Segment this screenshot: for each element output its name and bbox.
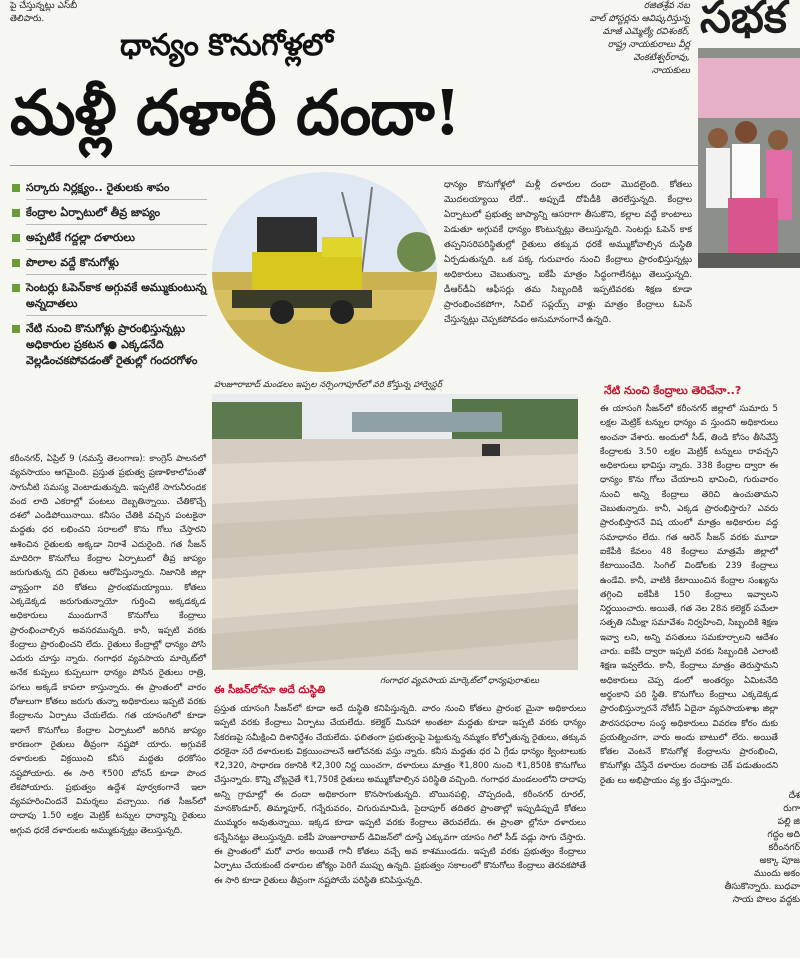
bullet-icon	[12, 325, 20, 333]
bullet-divider	[26, 224, 207, 225]
side-headline: సభక	[700, 0, 787, 43]
fragment-line: తీసుకొన్నారు. బుధవా	[724, 882, 800, 892]
bullet-icon	[12, 259, 20, 267]
right-column-text: ఈ యాసంగి సీజన్‌లో కరీంనగర్ జిల్లాలో సుమారు 5 లక్షల మెట్రిక్ టన్నుల ధాన్యం వ స్తుందని అధికారులు అంచనా వేశారు. అందులో సీడ్, తిండి కోసం తీసివేస్తే కేంద్రాలకు 3.50 లక్షల మెట్రిక్ టన్నులు రావచ్చని అధికారులు భావిస్తు న్నారు. 338 కేంద్రాల ద్వారా ఈ ధాన్యం కొను గోలు చేయాలని భావించి, గురువారం నుంచి అన్ని కేంద్రాలు తెరిచి ఉంచుతామని చెబుతున్నారు. కానీ, ఎక్కడ ప్రారంభిస్తారు? ఎవరు ప్రారంభిస్తారనే విష యంలో మాత్రం అధికారుల వద్ద సమాధానం లేదు. గత ఆరెన్ సీజన్ వరకు మూడా ఐకేపీకి కేవలం 48 కేంద్రాలు మాత్రమే జిల్లాలో కేటాయించేది. సింగిల్ విండోలకు 239 కేంద్రాలు ఉండేవి. కానీ, వాటికి కేటాయించిన కేంద్రాల సంఖ్యను తగ్గించి ఐకేపీకి 150 కేంద్రాలు ఇవ్వాలని నిర్ణయించారు. అయితే, గత నెల 28న కలెక్టర్ పమేలా సత్పతి సమీక్షా సమావేశం నిర్వహించి, సిబ్బందికి శిక్షణ ఇవ్వా లని, అన్ని వసతులు సమకూర్చాలని ఆదేశం చారు. ఐకేపీ ద్వారా ఇప్పటి వరకు సిబ్బందికి ఎలాంటి శిక్షణ ఇవ్వలేదు. కానీ, కేంద్రాలు మాత్రం తెరుస్తామని అధికారులు చెప్ప డంలో అంతర్యం ఏమిటనేది అర్థంకాని పరి స్థితి. కొనుగోలు కేంద్రాలు ఎక్కడెక్కడ ప్రారంభిస్తున్నారనే నోటీస్ ఏదైనా వ్యవసాయశాఖ జిల్లా పౌరసరఫరాల సంస్థ అధికారులు వివరణ కోరం దుకు ప్రయత్నించగా, వారు అందు బాటులో లేరు. అయితే కోతల వెంటనే కొనుగోళ్ల కేంద్రాలను ప్రారంభించి, కొనుగోళ్లు చేస్తేనే దళారుల దందాకు చెక్ పడుతుందని రైతు లు అభిప్రాయం వ్య క్తం చేస్తున్నారు.	[600, 404, 778, 786]
intro-paragraph: ధాన్యం కొనుగోళ్లలో మళ్లీ దళారుల దందా మొదలైంది. కోతలు మొదలయ్యాయి లేదో.. అప్పుడే దోపిడీకి తెరలేస్తున్నది. కేంద్రాల ఏర్పాటులో ప్రభుత్వ జాప్యాన్ని ఆసరాగా తీసుకొని, కల్లాల వద్దే కాంటాలు పెడుతూ అగ్గువకే ధాన్యం కొంటున్నట్లు తెలుస్తున్నది. సెంటర్లు ఓపెన్ కాక తప్పనిసరిపరిస్థితుల్లో రైతులు తక్కువ ధరకే అమ్ముకోవాల్సిన దుస్థితి ఏర్పడుతున్నది. ఒక పక్క గురువారం నుంచి కేంద్రాలు ప్రారంభిస్తున్నట్లు అధికారులు చెబుతున్నా, ఐకేపీ మాత్రం సిద్ధంగాలేనట్లు తెలుస్తున్నది. డీఆర్‌డీఏ ఆఫీసర్లు తమ సిబ్బందికి ఇప్పటివరకు శిక్షణ కూడా ప్రారంభించకపోగా, సివిల్ సప్లయ్స్ వాళ్లు మాత్రం కేంద్రాలు ఓపెన్ చేస్తున్నట్లు చెప్పకపోవడం అనుమానంగానే ఉన్నది.	[444, 180, 692, 325]
bullet-item	[12, 230, 207, 246]
bullet-item	[12, 280, 207, 312]
bullet-text: నేటి నుంచి కొనుగోళ్లు ప్రారంభిస్తున్నట్లు అధికారుల ప్రకటన ● ఎక్కడనేది వెల్లడించకపోవడంతో రైతుల్లో గందరగోళం	[26, 322, 198, 367]
fragment-line: దేశ	[788, 791, 800, 801]
fragment-line: పల్లి జి	[777, 817, 800, 827]
bullet-divider	[26, 249, 207, 250]
middle-column-text: ప్రస్తుత యాసంగి సీజన్‌లో కూడా అదే దుస్థితి కనిపిస్తున్నది. వారం నుంచి కోతలు ప్రారంభ మైనా అధికారులు ఇప్పటి వరకు కేంద్రాలు ఏర్పాటు చేయలేదు. కలెక్టర్ మినహా అంతటా మద్దతు కూడా ఇప్పటి వరకు ధాన్యం సేకరణపై సమీక్షించి దిశానిర్దేశం చేయలేదు. ఫలితంగా ప్రభుత్వంపై పెట్టుకున్న నమ్మకం కోల్పోతున్న రైతులు, తక్కువ ధరకైనా సరే దళారులకు విక్రయించాలనే ఆలోచనకు వస్తు న్నారు. కనీస మద్దతు ధర ఏ గ్రేడు ధాన్యం క్వింటాలుకు ₹2,320, సాధారణ రకానికి ₹2,300 నిర్ణ యించగా, దళారులు మాత్రం ₹1,800 నుంచి ₹1,850కి కొనుగోలు చేస్తున్నారు. కొన్ని చోట్లనైతే ₹1,750కే రైతులు అమ్ముకోవాల్సిన పరిస్థితి వచ్చింది. గంగాధర మండలంలోని దాదాపు అన్ని గ్రామాల్లో ఈ దందా అధికారంగా కొనసాగుతున్నది. బొయినపల్లి, చొప్పదండి, కరీంనగర్ రూరల్, మానకొండూర్, తిమ్మాపూర్, గన్నేరువరం, చిగురుమామిడి, సైదాపూర్ తదితర ప్రాంతాల్లో ఇప్పుడిప్పుడే కోతలు ముమ్మరం అవుతున్నాయి. ఇక్కడ కూడా ఇప్పటి వరకు కేంద్రాలు తెరువలేదు. ఈ ప్రాంతా ల్లోనూ దళారులు కన్నేసినట్టు తెలుస్తున్నది. ఐకేపీ హుజూరాబాద్ డివిజన్‌లో దూస్తే ఎక్కువగా యాసం గిలో సీడ్ వడ్లు సాగు చేస్తారు. ఈ ప్రాంతంలో మరో వారం అయితే గానీ కోతలు వచ్చే అవ కాశముండదు. ఇప్పటి వరకు ప్రభుత్వం కేంద్రాలు ఏర్పాటు చేయకుంటే దళారుల జోక్యం పెరిగే ముప్పు ఉన్నది. ప్రభుత్వం సకాలంలో కొనుగోలు కేంద్రాలు తెరవకపోతే ఈ సారి కూడా రైతులు తీవ్రంగా నష్టపోయే పరిస్థితి కనిపిస్తున్నది.	[214, 704, 586, 886]
bullet-icon	[12, 234, 20, 242]
fragment-line: సాయ పొలం వద్దకు	[732, 895, 800, 905]
kicker-headline: ధాన్యం కొనుగోళ్లలో	[120, 28, 333, 63]
bullet-text: పొలాల వద్దే కొనుగోళ్లు	[26, 256, 119, 269]
caption-line: వెంకటేశ్వర్‌రావు,	[633, 53, 690, 63]
fragment-line: పై చేస్తున్నట్లు ఎస్‌బీ	[10, 1, 78, 11]
bullet-text: అప్పటికే గద్దల్లా దళారులు	[26, 231, 135, 244]
fragment-line: తెలిపారు.	[10, 14, 45, 24]
bullet-icon	[12, 284, 20, 292]
fragment-line: గద్దం అది	[767, 830, 800, 840]
left-column-text: కరీంనగర్, ఏప్రిల్ 9 (నమస్తే తెలంగాణ): కాంగ్రెస్ పాలనలో వ్యవసాయం ఆగమైంది. ప్రస్తుత ప్రభుత్వ ప్రణాళికాలోపంతో సాగునీటి సమస్య వెంటాడుతున్నది. ఇప్పటికే సాగునీరందక వంద లాది ఎకరాల్లో పంటలు దెబ్బతిన్నాయి. చేతికొచ్చే దశలో ఎండిపోయినాయి. కనీసం చేతికి వచ్చిన పంటకైనా మద్దతు ధర లభించని సరాలలో కొను గోలు చేస్తారని ఆశించిన రైతులకు అక్కడా నిరాశే ఎదురైంది. గత సీజన్ మాదిరిగా కొనుగోలు కేంద్రాల ఏర్పాటులో తీవ్ర జాప్యం జరుగుతున్న దని రైతులు ఆరోపిస్తున్నారు. నిజానికి జిల్లా వ్యాప్తంగా వరి కోతలు ప్రారంభమయ్యాయి. కోతలు ఎక్కడెక్కడ జరుగుతున్నాయో గుర్తించి అక్కడక్కడ అధికారులు ముందుగానే కొనుగోలు కేంద్రాలు ప్రారంభించాల్సిన అవసరమున్నది. కానీ, ఇప్పటి వరకు కేంద్రాలు ప్రారంభించని లేదు. రైతులు కేంద్రాల్లో ధాన్యం పోసి ఎదురు చూస్తు న్నారు. గంగాధర వ్యవసాయ మార్కెట్‌లో అనేక కుప్పలు కుప్పలుగా ధాన్యం పోసిన రైతులు రాత్రి, పగలు అక్కడే కాపలా కాస్తున్నారు. ఈ ప్రాంతంలో వారం రోజులుగా కోతలు జరుగు తున్నా అధికారులు ఇప్పటి వరకు కేంద్రాలను ఏర్పాటు చేయలేదు. గత యాసంగిలో కూడా ఇలాగే కొనుగోలు కేంద్రాల ఏర్పాటులో జరిగిన జాప్యం కారణంగా రైతులు తీవ్రంగా నష్టపో యారు. అగ్గువకే దళారులకు విక్రయించి కనీస మద్దతు ధరకోసం నష్టపోయారు. ఈ సారి ₹500 బోనస్ కూడా పొంద లేకపోయారు. ప్రభుత్వం ఉద్దేశ పూర్వకంగానే ఇలా వ్యవహరించిందనే విమర్శలు వచ్చాయి. గత సీజన్‌లో దాదాపు 1.50 లక్షల మెట్రిక్ టన్నుల ధాన్యాన్ని రైతులు అగ్గువ ధరకే దళారులకు అమ్ముకున్నట్లు తెలుస్తున్నది.	[10, 454, 206, 836]
bullet-icon	[12, 184, 20, 192]
fragment-line: కరీంనగర్	[768, 843, 800, 853]
main-headline: మళ్లీ దళారీ దందా!	[10, 76, 460, 149]
grain-market-photo	[212, 394, 578, 670]
bullet-divider	[26, 199, 207, 200]
caption-line: రజితశ్రేవ నబ	[643, 1, 690, 11]
caption-line: రాష్ట్ర నాయకురాలు వీర్ల	[607, 40, 690, 50]
fragment-line: అక్కా పూజ	[759, 856, 800, 866]
harvester-caption: హుజూరాబాద్ మండలం ఇప్పల నర్సింగాపూర్‌లో వరి కోస్తున్న హార్వెస్టర్	[214, 380, 442, 390]
caption-line: మాజీ ఎమ్మెల్యే రవిశంకర్,	[602, 27, 690, 37]
fragment-line: ముందు అకం	[754, 869, 800, 879]
headline-rule	[10, 165, 700, 166]
fragment-line: రుగా	[783, 804, 800, 814]
photo-caption-top-right	[550, 0, 690, 78]
caption-line: వాల్ పోస్టర్లను ఆవిష్కరిస్తున్న	[589, 14, 690, 24]
bullet-divider	[26, 274, 207, 275]
bullet-icon	[12, 209, 20, 217]
bullet-text: సర్కారు నిర్లక్ష్యం.. రైతులకు శాపం	[26, 181, 170, 194]
bullet-divider	[26, 315, 207, 316]
bullet-text: కేంద్రాల ఏర్పాటులో తీవ్ర జాప్యం	[26, 206, 161, 219]
bullet-item	[12, 180, 207, 196]
event-photo	[698, 48, 800, 268]
grain-market-caption: గంగాధర వ్యవసాయ మార్కెట్‌లో ధాన్యపురాశులు	[380, 676, 540, 686]
top-left-fragment	[10, 0, 130, 26]
bullet-item	[12, 321, 207, 369]
bullet-list	[12, 180, 207, 371]
right-subhead: నేటి నుంచి కేంద్రాలు తెరిచేనా..?	[604, 384, 742, 397]
harvester-photo	[212, 172, 437, 372]
caption-line: నాయకులు	[651, 66, 690, 76]
right-edge-fragment	[720, 790, 800, 907]
bullet-item	[12, 255, 207, 271]
bullet-item	[12, 205, 207, 221]
bullet-text: సెంటర్లు ఓపెన్‌కాక అగ్గువకే అమ్ముకుంటున్న అన్నదాతలు	[26, 281, 207, 310]
middle-subhead: ఈ సీజన్‌లోనూ అదే దుస్థితి	[214, 684, 326, 696]
